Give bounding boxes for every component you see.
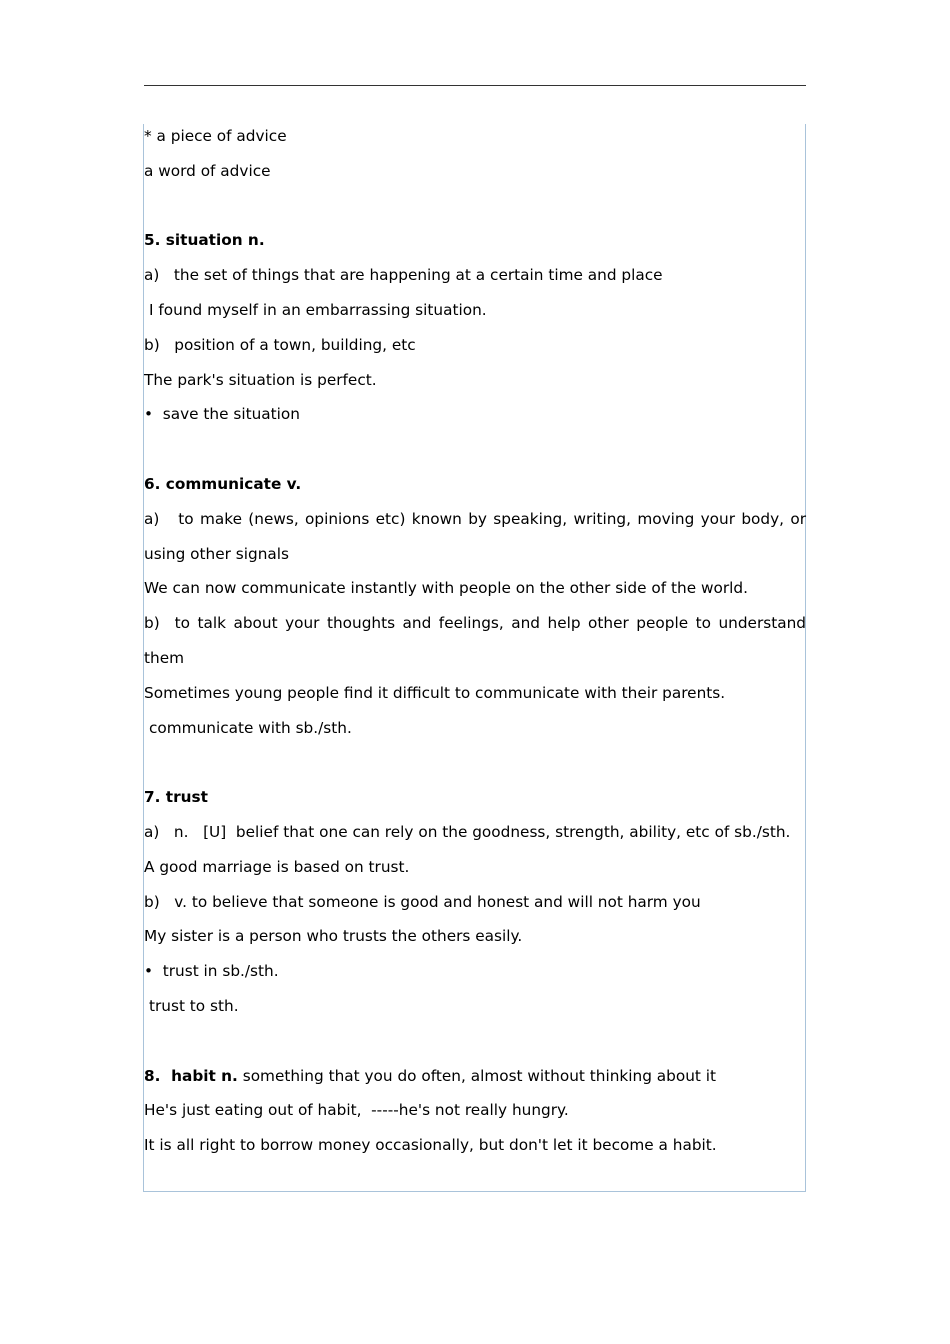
spacer bbox=[144, 745, 806, 780]
entry-heading-habit: 8. habit n. bbox=[144, 1066, 238, 1085]
communicate-sense-b: b) to talk about your thoughts and feelings, and help other people to understand them bbox=[144, 614, 811, 667]
situation-sense-b: b) position of a town, building, etc bbox=[144, 335, 416, 354]
trust-sense-b: b) v. to believe that someone is good and honest and will not harm you bbox=[144, 892, 701, 911]
trust-example-b: My sister is a person who trusts the others easily. bbox=[144, 927, 523, 946]
situation-phrase: • save the situation bbox=[144, 405, 300, 424]
communicate-sense-a: a) to make (news, opinions etc) known by speaking, writing, moving your body, or using other signals bbox=[144, 509, 811, 563]
communicate-example-a: We can now communicate instantly with people on the other side of the world. bbox=[144, 579, 748, 598]
habit-example-2: It is all right to borrow money occasionally, but don't let it become a habit. bbox=[144, 1136, 717, 1155]
communicate-example-b: Sometimes young people find it difficult to communicate with their parents. bbox=[144, 683, 726, 702]
spacer bbox=[144, 432, 806, 467]
habit-definition: something that you do often, almost without thinking about it bbox=[237, 1066, 717, 1085]
trust-sense-a: a) n. [U] belief that one can rely on the goodness, strength, ability, etc of sb./sth. bbox=[144, 822, 791, 841]
entry-heading-situation: 5. situation n. bbox=[144, 231, 265, 250]
situation-sense-a: a) the set of things that are happening at a certain time and place bbox=[144, 266, 663, 285]
habit-example-1: He's just eating out of habit, -----he's not really hungry. bbox=[144, 1101, 569, 1120]
habit-entry bbox=[144, 1059, 806, 1094]
entry-heading-communicate: 6. communicate v. bbox=[144, 474, 302, 493]
trust-phrase-in: • trust in sb./sth. bbox=[144, 962, 279, 981]
spacer bbox=[144, 1024, 806, 1059]
spacer bbox=[144, 189, 806, 224]
communicate-phrase: communicate with sb./sth. bbox=[149, 718, 352, 737]
document-body bbox=[144, 119, 811, 1163]
advice-word: a word of advice bbox=[144, 161, 271, 180]
trust-example-a: A good marriage is based on trust. bbox=[144, 857, 410, 876]
advice-piece: * a piece of advice bbox=[144, 127, 287, 145]
entry-heading-trust: 7. trust bbox=[144, 788, 208, 807]
header-rule bbox=[144, 85, 806, 86]
situation-example-b: The park's situation is perfect. bbox=[144, 370, 377, 389]
trust-phrase-to: trust to sth. bbox=[149, 996, 239, 1015]
situation-example-a: I found myself in an embarrassing situation. bbox=[149, 300, 487, 319]
